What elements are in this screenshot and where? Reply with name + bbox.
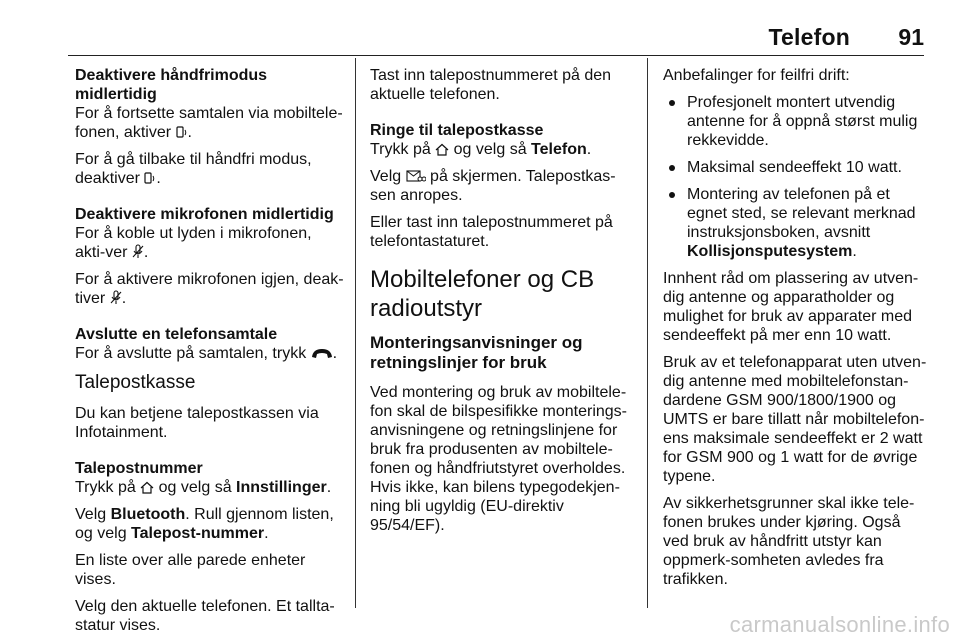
text: . <box>264 525 269 542</box>
text: . <box>156 170 161 187</box>
paragraph: Tast inn talepostnummeret på den aktuelle telefonen. <box>370 67 612 103</box>
header-rule <box>68 55 924 56</box>
paragraph <box>75 478 345 497</box>
handset-speaker-icon <box>176 126 188 139</box>
paragraph <box>75 344 345 363</box>
paragraph: Anbefalinger for feilfri drift: <box>663 67 850 84</box>
text: Velg <box>75 506 107 523</box>
column-1 <box>75 66 345 643</box>
paragraph <box>75 505 345 543</box>
text: For å fortsette samtalen via mobiltele-fonen, aktiver <box>75 105 343 141</box>
text: og velg så <box>158 479 232 496</box>
paragraph <box>75 224 345 262</box>
text: Profesjonelt montert utvendig antenne for å oppnå størst mulig rekkevidde. <box>687 94 918 149</box>
column-3 <box>663 66 928 597</box>
heading-monteringsanvisninger: Monteringsanvisninger og retningslinjer for bruk <box>370 333 583 372</box>
menu-term-innstillinger: Innstillinger <box>236 479 327 496</box>
paragraph: Ved montering og bruk av mobiltele-fon skal de bilspesifikke monterings-anvisningene og retningslinjene for bruk fra produsenten av mobiltele-fonen og håndfriutstyret overholdes. Hvis ikke, kan bilens typegodekjen-ning bli ugyldig (EU-direktiv 95/54/EF). <box>370 384 628 534</box>
bullet-icon <box>669 100 675 106</box>
bullet-icon <box>669 165 675 171</box>
home-icon <box>435 143 449 156</box>
menu-term-bluetooth: Bluetooth <box>110 506 186 523</box>
text: Trykk på <box>370 141 431 158</box>
heading-mobiltelefoner: Mobiltelefoner og CB radioutstyr <box>370 266 595 322</box>
paragraph: En liste over alle parede enheter vises. <box>75 552 306 588</box>
text: For å gå tilbake til håndfri modus, deaktiver <box>75 151 312 187</box>
paragraph <box>75 104 345 142</box>
page-title: Telefon <box>768 24 850 50</box>
column-divider-1 <box>355 58 356 608</box>
paragraph: Innhent råd om plassering av utven-dig antenne og apparatholder og mulighet for bruk av apparater med sendeeffekt på mer enn 10 watt. <box>663 270 919 344</box>
text: Trykk på <box>75 479 136 496</box>
text: Maksimal sendeeffekt 10 watt. <box>687 159 902 176</box>
subheading-handsfree-off: Deaktivere håndfrimodus midlertidig <box>75 67 268 103</box>
text: Montering av telefonen på et egnet sted, se relevant merknad instruksjonsboken, avsnitt <box>687 186 916 241</box>
text: . <box>143 244 149 261</box>
list-item <box>663 93 928 150</box>
page-header <box>0 0 960 60</box>
subheading-voicemail-number: Talepostnummer <box>75 460 203 477</box>
handset-speaker-icon <box>144 172 156 185</box>
paragraph <box>370 167 632 205</box>
paragraph: Eller tast inn talepostnummeret på telefontastaturet. <box>370 214 613 250</box>
text: . Rull gjennom listen, og velg <box>75 506 334 542</box>
voicemail-icon <box>406 170 426 183</box>
subheading-end-call: Avslutte en telefonsamtale <box>75 326 278 343</box>
microphone-icon <box>110 290 122 305</box>
text: . <box>187 124 192 141</box>
paragraph <box>370 140 632 159</box>
menu-term-telefon: Telefon <box>531 141 587 158</box>
column-2 <box>370 66 632 543</box>
bullet-icon <box>669 192 675 198</box>
menu-term-talepost-nummer: Talepost-nummer <box>131 525 265 542</box>
paragraph <box>75 150 345 188</box>
list-item <box>663 185 928 261</box>
text: . <box>332 345 338 362</box>
list-item <box>663 158 928 177</box>
page-number: 91 <box>898 24 924 50</box>
text: Velg <box>370 168 402 185</box>
paragraph: Av sikkerhetsgrunner skal ikke tele-fonen brukes under kjøring. Også ved bruk av håndfritt utstyr kan oppmerk-somheten avledes fra trafikken. <box>663 495 915 588</box>
microphone-icon <box>132 244 144 259</box>
text: . <box>121 290 127 307</box>
subheading-mic-off: Deaktivere mikrofonen midlertidig <box>75 206 334 223</box>
heading-talepostkasse: Talepostkasse <box>75 372 196 393</box>
text: For å aktivere mikrofonen igjen, deak-tiver <box>75 271 344 307</box>
text: For å koble ut lyden i mikrofonen, akti-ver <box>75 225 312 261</box>
menu-term-kollisjonsputesystem: Kollisjonsputesystem <box>687 243 853 260</box>
watermark: carmanualsonline.info <box>729 612 950 637</box>
text: . <box>586 141 592 158</box>
end-call-icon <box>311 347 333 360</box>
subheading-call-voicemail: Ringe til talepostkasse <box>370 122 544 139</box>
paragraph: Du kan betjene talepostkassen via Infotainment. <box>75 405 319 441</box>
text: . <box>852 243 857 260</box>
paragraph: Bruk av et telefonapparat uten utven-dig antenne med mobiltelefonstan-dardene GSM 900/1800/1900 og UMTS er bare tillatt når mobiltelefon-ens maksimale sendeeffekt er 2 watt for GSM 900 og 1 watt for de øvrige typene. <box>663 354 927 485</box>
column-divider-2 <box>647 58 648 608</box>
home-icon <box>140 481 154 494</box>
text: . <box>326 479 332 496</box>
text: og velg så <box>453 141 527 158</box>
text: For å avslutte på samtalen, trykk <box>75 345 307 362</box>
paragraph: Velg den aktuelle telefonen. Et tallta-statur vises. <box>75 598 335 634</box>
recommendation-list <box>663 93 928 261</box>
paragraph <box>75 270 345 308</box>
text: på skjermen. Talepostkas-sen anropes. <box>370 168 616 204</box>
